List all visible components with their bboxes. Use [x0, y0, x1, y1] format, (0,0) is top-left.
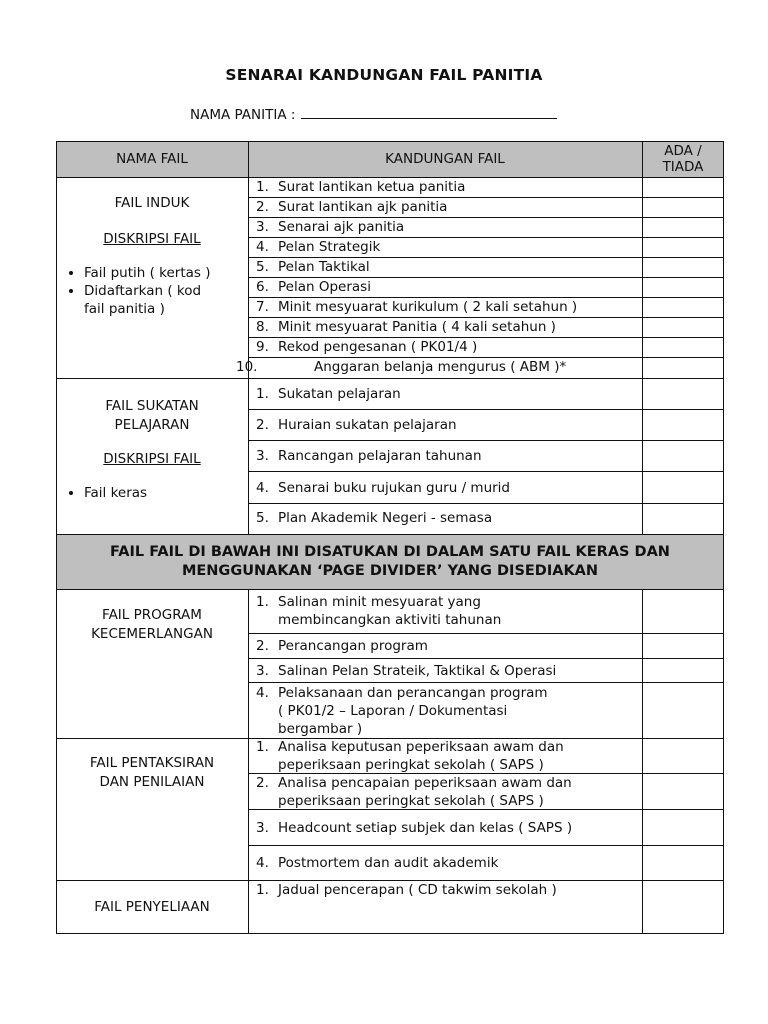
section-desc-title: DISKRIPSI FAIL [103, 231, 201, 247]
section-name: FAIL PENYELIAAN [94, 899, 210, 915]
list-item: 5. Pelan Taktikal [256, 259, 370, 275]
header-ada-tiada: ADA / TIADA [642, 141, 724, 177]
list-item: 1. Sukatan pelajaran [256, 386, 401, 402]
list-item: 8. Minit mesyuarat Panitia ( 4 kali setahun ) [256, 319, 556, 335]
section-name: FAIL PROGRAM KECEMERLANGAN [91, 607, 213, 642]
section-fail-penyeliaan [56, 898, 248, 917]
banner-line-1: FAIL FAIL DI BAWAH INI DISATUKAN DI DALAM SATU FAIL KERAS DAN [110, 543, 670, 560]
nama-panitia-field [190, 106, 557, 123]
list-item: 1. Salinan minit mesyuarat yang membincangkan aktiviti tahunan [256, 594, 502, 628]
list-item: 4. Pelaksanaan dan perancangan program ( PK01/2 – Laporan / Dokumentasi bergambar ) [256, 685, 548, 737]
section-fail-induk [56, 194, 248, 318]
list-item: 1. Surat lantikan ketua panitia [256, 179, 466, 195]
list-item: 2. Huraian sukatan pelajaran [256, 417, 457, 433]
section-fail-program [56, 606, 248, 644]
list-item: 6. Pelan Operasi [256, 279, 371, 295]
section-name: FAIL SUKATAN PELAJARAN [105, 398, 199, 433]
banner-line-2: MENGGUNAKAN ‘PAGE DIVIDER’ YANG DISEDIAKAN [181, 562, 599, 579]
list-item: 4. Senarai buku rujukan guru / murid [256, 480, 510, 496]
section-name: FAIL PENTAKSIRAN DAN PENILAIAN [89, 755, 215, 790]
list-item: 2. Perancangan program [256, 638, 428, 654]
section-name: FAIL INDUK [114, 195, 190, 211]
list-item: 9. Rekod pengesanan ( PK01/4 ) [256, 339, 478, 355]
list-item: 7. Minit mesyuarat kurikulum ( 2 kali setahun ) [256, 299, 578, 315]
bullet-item: • Didaftarkan ( kod fail panitia ) [84, 282, 248, 318]
list-item: 2. Surat lantikan ajk panitia [256, 199, 448, 215]
list-item: 5. Plan Akademik Negeri - semasa [256, 510, 493, 526]
list-item: 3. Headcount setiap subjek dan kelas ( SAPS ) [256, 820, 573, 836]
list-item: 3. Senarai ajk panitia [256, 219, 405, 235]
list-item: 4. Pelan Strategik [256, 239, 381, 255]
nama-panitia-label: NAMA PANITIA : [190, 107, 296, 123]
header-nama-fail: NAMA FAIL [56, 141, 248, 177]
section-desc-title: DISKRIPSI FAIL [103, 451, 201, 467]
list-item: 1. Analisa keputusan peperiksaan awam dan peperiksaan peringkat sekolah ( SAPS ) [256, 739, 564, 773]
list-item: 3. Salinan Pelan Strateik, Taktikal & Operasi [256, 663, 557, 679]
section-fail-sukatan [56, 397, 248, 502]
list-item: 10. Anggaran belanja mengurus ( ABM )* [236, 359, 567, 375]
section-fail-pentaksiran [56, 754, 248, 792]
section-banner [56, 534, 724, 589]
bullet-item: • Fail keras [84, 484, 248, 502]
list-item: 2. Analisa pencapaian peperiksaan awam dan peperiksaan peringkat sekolah ( SAPS ) [256, 775, 572, 809]
bullet-item: • Fail putih ( kertas ) [84, 264, 248, 282]
nama-panitia-blank-line[interactable] [301, 106, 557, 119]
list-item: 1. Jadual pencerapan ( CD takwim sekolah ) [256, 882, 557, 898]
list-item: 4. Postmortem dan audit akademik [256, 855, 499, 871]
page-title: SENARAI KANDUNGAN FAIL PANITIA [225, 66, 543, 84]
list-item: 3. Rancangan pelajaran tahunan [256, 448, 482, 464]
header-kandungan-fail: KANDUNGAN FAIL [248, 141, 642, 177]
